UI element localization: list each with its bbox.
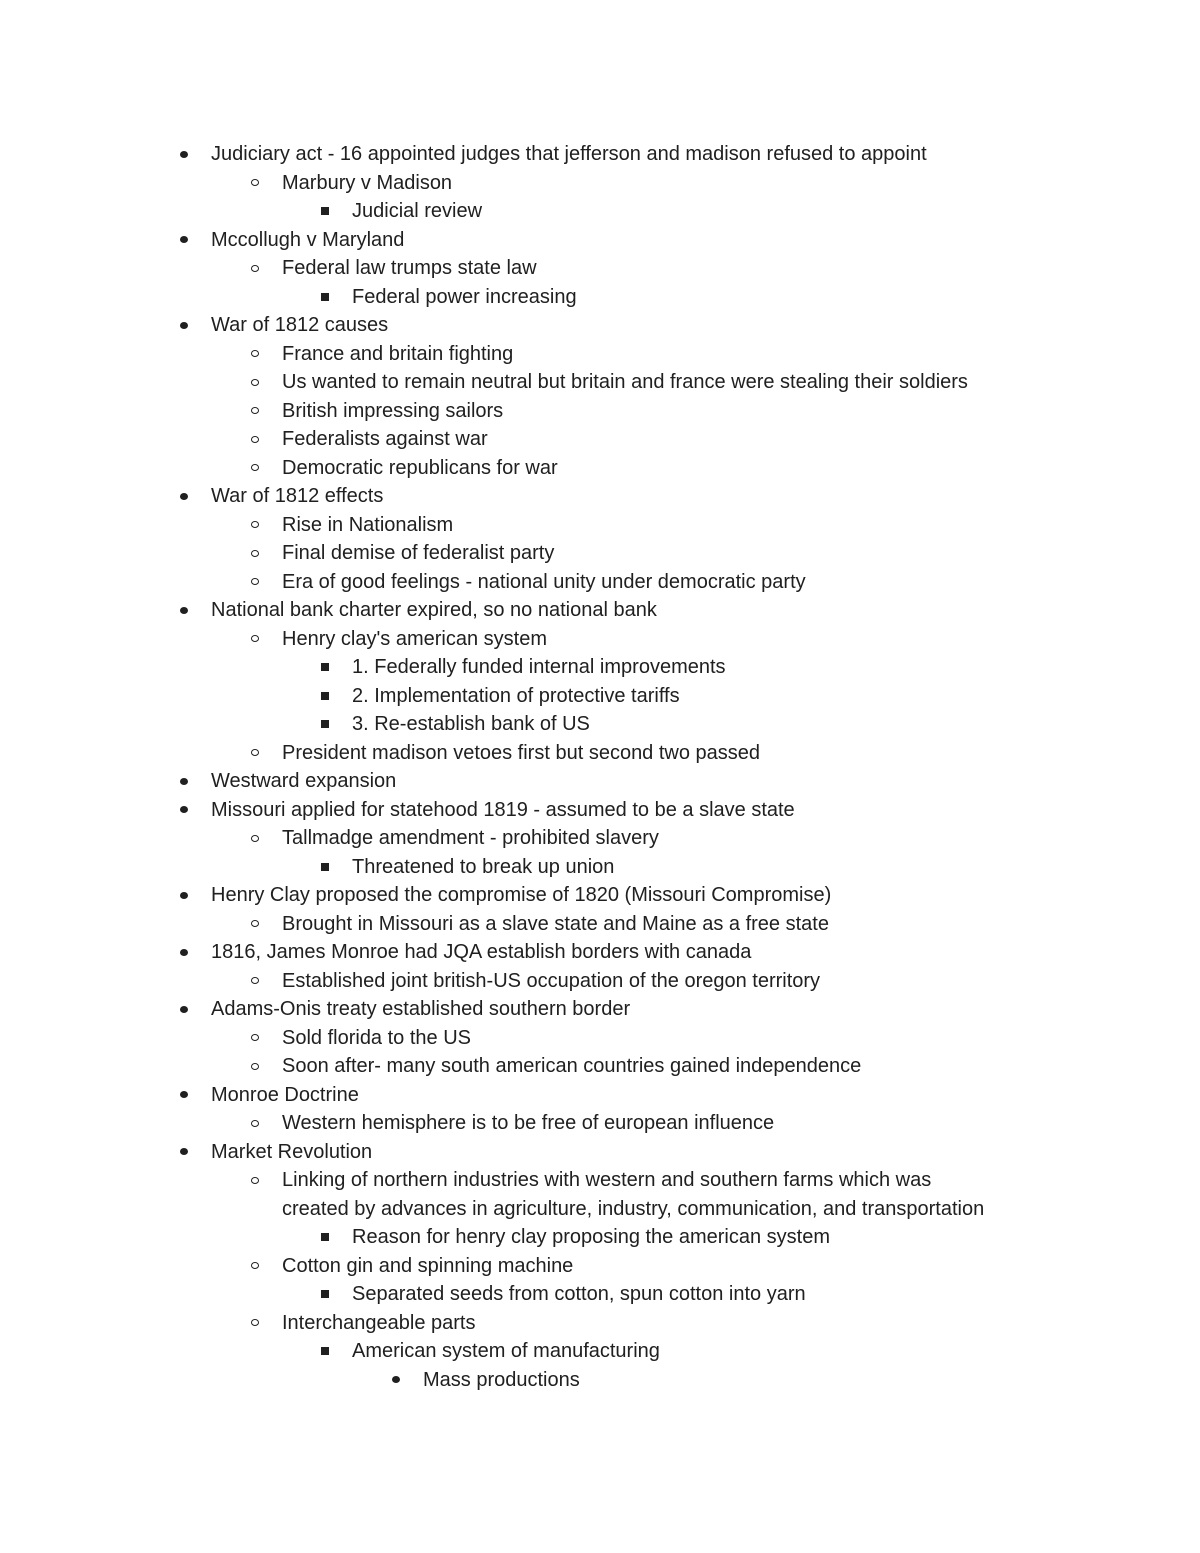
list-item — [0, 1166, 1200, 1195]
circle-bullet-icon — [245, 1309, 265, 1338]
list-item — [0, 938, 1200, 967]
circle-bullet-icon — [245, 967, 265, 996]
list-item — [0, 1366, 1200, 1395]
square-bullet-icon — [315, 1337, 335, 1366]
list-item — [0, 739, 1200, 768]
list-item — [0, 254, 1200, 283]
list-item-text: American system of manufacturing — [352, 1340, 660, 1362]
list-item-text: France and britain fighting — [282, 342, 514, 365]
circle-bullet-icon — [245, 568, 265, 597]
list-item — [0, 1052, 1200, 1081]
circle-bullet-icon — [245, 824, 265, 853]
circle-bullet-icon — [245, 254, 265, 283]
square-bullet-icon — [315, 197, 335, 226]
list-item-text: Tallmadge amendment - prohibited slavery — [282, 827, 659, 849]
disc-bullet-icon — [174, 596, 194, 625]
list-item — [0, 568, 1200, 597]
disc-bullet-icon — [174, 995, 194, 1024]
disc-bullet-icon — [174, 796, 194, 825]
list-item-text: created by advances in agriculture, industry, communication, and transportation — [282, 1197, 985, 1220]
list-item — [0, 1337, 1200, 1366]
list-item-text: British impressing sailors — [282, 399, 504, 422]
list-item-text: War of 1812 causes — [211, 314, 389, 336]
square-bullet-icon — [315, 710, 335, 739]
list-item-text: Established joint british-US occupation of the oregon territory — [282, 969, 821, 992]
list-item — [0, 967, 1200, 996]
list-item-text: Marbury v Madison — [282, 171, 453, 194]
square-bullet-icon — [315, 1280, 335, 1309]
list-item — [0, 682, 1200, 711]
circle-bullet-icon — [245, 1109, 265, 1138]
list-item-text: Soon after- many south american countries gained independence — [282, 1055, 862, 1077]
circle-bullet-icon — [245, 539, 265, 568]
list-item — [0, 1109, 1200, 1138]
list-item-text: Sold florida to the US — [282, 1026, 471, 1049]
list-item — [0, 653, 1200, 682]
circle-bullet-icon — [245, 397, 265, 426]
list-item-text: Federal power increasing — [352, 285, 577, 308]
list-item-text: Westward expansion — [211, 770, 397, 792]
list-item — [0, 1252, 1200, 1281]
circle-bullet-icon — [245, 425, 265, 454]
circle-bullet-icon — [245, 1024, 265, 1053]
list-item-text: Cotton gin and spinning machine — [282, 1254, 574, 1277]
list-item — [0, 767, 1200, 796]
list-item — [0, 796, 1200, 825]
square-bullet-icon — [315, 853, 335, 882]
list-item — [0, 910, 1200, 939]
list-item-text: Western hemisphere is to be free of european influence — [282, 1112, 775, 1134]
list-item-text: Henry Clay proposed the compromise of 1820 (Missouri Compromise) — [211, 884, 832, 906]
list-item-text: Mass productions — [423, 1368, 580, 1391]
disc-bullet-icon — [174, 140, 194, 169]
list-item-text: Era of good feelings - national unity under democratic party — [282, 570, 806, 593]
list-item — [0, 596, 1200, 625]
circle-bullet-icon — [245, 1166, 265, 1195]
square-bullet-icon — [315, 653, 335, 682]
list-item-text: 3. Re-establish bank of US — [352, 713, 590, 735]
square-bullet-icon — [315, 682, 335, 711]
list-item — [0, 995, 1200, 1024]
list-item — [0, 1081, 1200, 1110]
list-item-text: Brought in Missouri as a slave state and Maine as a free state — [282, 912, 829, 935]
list-item — [0, 397, 1200, 426]
list-item-text: 1. Federally funded internal improvements — [352, 656, 726, 678]
list-item — [0, 824, 1200, 853]
list-item-text: Interchangeable parts — [282, 1311, 476, 1334]
list-item-text: Monroe Doctrine — [211, 1083, 359, 1106]
disc-bullet-icon — [386, 1366, 406, 1395]
list-item — [0, 197, 1200, 226]
list-item — [0, 1280, 1200, 1309]
circle-bullet-icon — [245, 1052, 265, 1081]
notes-list — [0, 140, 1200, 1394]
list-item-text: Reason for henry clay proposing the american system — [352, 1226, 831, 1248]
circle-bullet-icon — [245, 511, 265, 540]
list-item-text: Rise in Nationalism — [282, 513, 454, 536]
list-item-text: Democratic republicans for war — [282, 456, 558, 479]
circle-bullet-icon — [245, 368, 265, 397]
list-item — [0, 853, 1200, 882]
disc-bullet-icon — [174, 938, 194, 967]
circle-bullet-icon — [245, 169, 265, 198]
circle-bullet-icon — [245, 739, 265, 768]
list-item — [0, 881, 1200, 910]
circle-bullet-icon — [245, 1252, 265, 1281]
list-item-text: 2. Implementation of protective tariffs — [352, 684, 680, 707]
list-item-text: Federalists against war — [282, 428, 488, 450]
list-item — [0, 311, 1200, 340]
disc-bullet-icon — [174, 767, 194, 796]
list-item — [0, 625, 1200, 654]
list-item-text: National bank charter expired, so no national bank — [211, 599, 657, 621]
list-item-text: Linking of northern industries with western and southern farms which was — [282, 1169, 932, 1191]
list-item-text: Final demise of federalist party — [282, 542, 555, 564]
list-item-text: Mccollugh v Maryland — [211, 228, 405, 251]
list-item — [0, 1223, 1200, 1252]
disc-bullet-icon — [174, 482, 194, 511]
list-item — [0, 368, 1200, 397]
list-item-text: Judiciary act - 16 appointed judges that jefferson and madison refused to appoint — [211, 143, 927, 165]
square-bullet-icon — [315, 1223, 335, 1252]
circle-bullet-icon — [245, 340, 265, 369]
list-item-text: President madison vetoes first but second two passed — [282, 741, 761, 764]
list-item — [0, 1309, 1200, 1338]
disc-bullet-icon — [174, 1081, 194, 1110]
list-item-text: Federal law trumps state law — [282, 257, 537, 279]
list-item-text: Market Revolution — [211, 1140, 373, 1163]
list-item — [0, 169, 1200, 198]
list-item — [0, 710, 1200, 739]
list-item-text: Separated seeds from cotton, spun cotton into yarn — [352, 1283, 806, 1305]
circle-bullet-icon — [245, 454, 265, 483]
disc-bullet-icon — [174, 1138, 194, 1167]
list-item — [0, 140, 1200, 169]
list-item-text: Us wanted to remain neutral but britain and france were stealing their soldiers — [282, 371, 968, 393]
list-item — [0, 539, 1200, 568]
list-item-text: Threatened to break up union — [352, 855, 615, 878]
list-item — [0, 1195, 1200, 1224]
list-item — [0, 340, 1200, 369]
disc-bullet-icon — [174, 311, 194, 340]
list-item — [0, 454, 1200, 483]
disc-bullet-icon — [174, 881, 194, 910]
square-bullet-icon — [315, 283, 335, 312]
list-item — [0, 425, 1200, 454]
list-item-text: Missouri applied for statehood 1819 - assumed to be a slave state — [211, 798, 795, 821]
disc-bullet-icon — [174, 226, 194, 255]
list-item — [0, 511, 1200, 540]
list-item-text: Judicial review — [352, 200, 483, 222]
list-item — [0, 1024, 1200, 1053]
list-item-text: War of 1812 effects — [211, 485, 384, 507]
list-item-text: Henry clay's american system — [282, 627, 547, 650]
list-item — [0, 482, 1200, 511]
list-item-text: 1816, James Monroe had JQA establish borders with canada — [211, 941, 752, 963]
circle-bullet-icon — [245, 910, 265, 939]
list-item — [0, 1138, 1200, 1167]
circle-bullet-icon — [245, 625, 265, 654]
list-item — [0, 283, 1200, 312]
list-item-text: Adams-Onis treaty established southern border — [211, 998, 631, 1020]
list-item — [0, 226, 1200, 255]
